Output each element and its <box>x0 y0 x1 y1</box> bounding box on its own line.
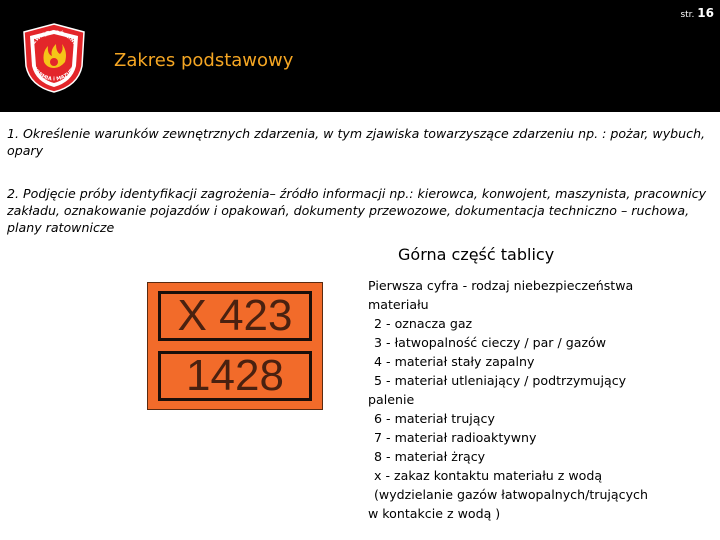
legend-line: palenie <box>368 392 415 407</box>
legend-line: w kontakcie z wodą ) <box>368 506 501 521</box>
legend-line: materiału <box>368 297 429 312</box>
legend-line: 6 - materiał trujący <box>374 411 495 426</box>
legend-line: 4 - materiał stały zapalny <box>374 354 535 369</box>
un-number: 1428 <box>158 351 312 401</box>
logo-text-bottom: WARMIA i MAZURY <box>30 65 78 83</box>
legend-line: Pierwsza cyfra - rodzaj niebezpieczeństwa <box>368 278 634 293</box>
logo-text-top: ZWIĄZ POŻARNI <box>31 29 77 46</box>
legend-line: 8 - materiał żrący <box>374 449 486 464</box>
legend-line: 5 - materiał utleniający / podtrzymujący <box>374 373 627 388</box>
hazard-code: X 423 <box>158 291 312 341</box>
page-number <box>680 6 714 20</box>
legend-line: 7 - materiał radioaktywny <box>374 430 537 445</box>
paragraph-conditions: 1. Określenie warunków zewnętrznych zdarzenia, w tym zjawiska towarzyszące zdarzeniu np. : pożar, wybuch, opary <box>7 126 706 158</box>
slide-title: Zakres podstawowy <box>114 50 294 71</box>
page-label: str. <box>680 10 695 20</box>
page-number-value: 16 <box>697 6 714 20</box>
hazard-legend <box>368 276 688 523</box>
section-subtitle: Górna część tablicy <box>398 245 555 264</box>
fire-brigade-logo <box>20 22 88 94</box>
header-bar <box>0 0 720 112</box>
hazard-plate <box>147 282 323 410</box>
legend-line: (wydzielanie gazów łatwopalnych/trujących <box>374 487 648 502</box>
legend-line: 2 - oznacza gaz <box>374 316 473 331</box>
legend-line: x - zakaz kontaktu materiału z wodą <box>374 468 603 483</box>
paragraph-identification: 2. Podjęcie próby identyfikacji zagrożenia– źródło informacji np.: kierowca, konwojent, maszynista, pracownicy zakładu, oznakowanie pojazdów i opakowań, dokumenty przewozowe, dokumentacja techniczno – ruchowa, plany ratownicze <box>7 186 707 235</box>
legend-line: 3 - łatwopalność cieczy / par / gazów <box>374 335 607 350</box>
